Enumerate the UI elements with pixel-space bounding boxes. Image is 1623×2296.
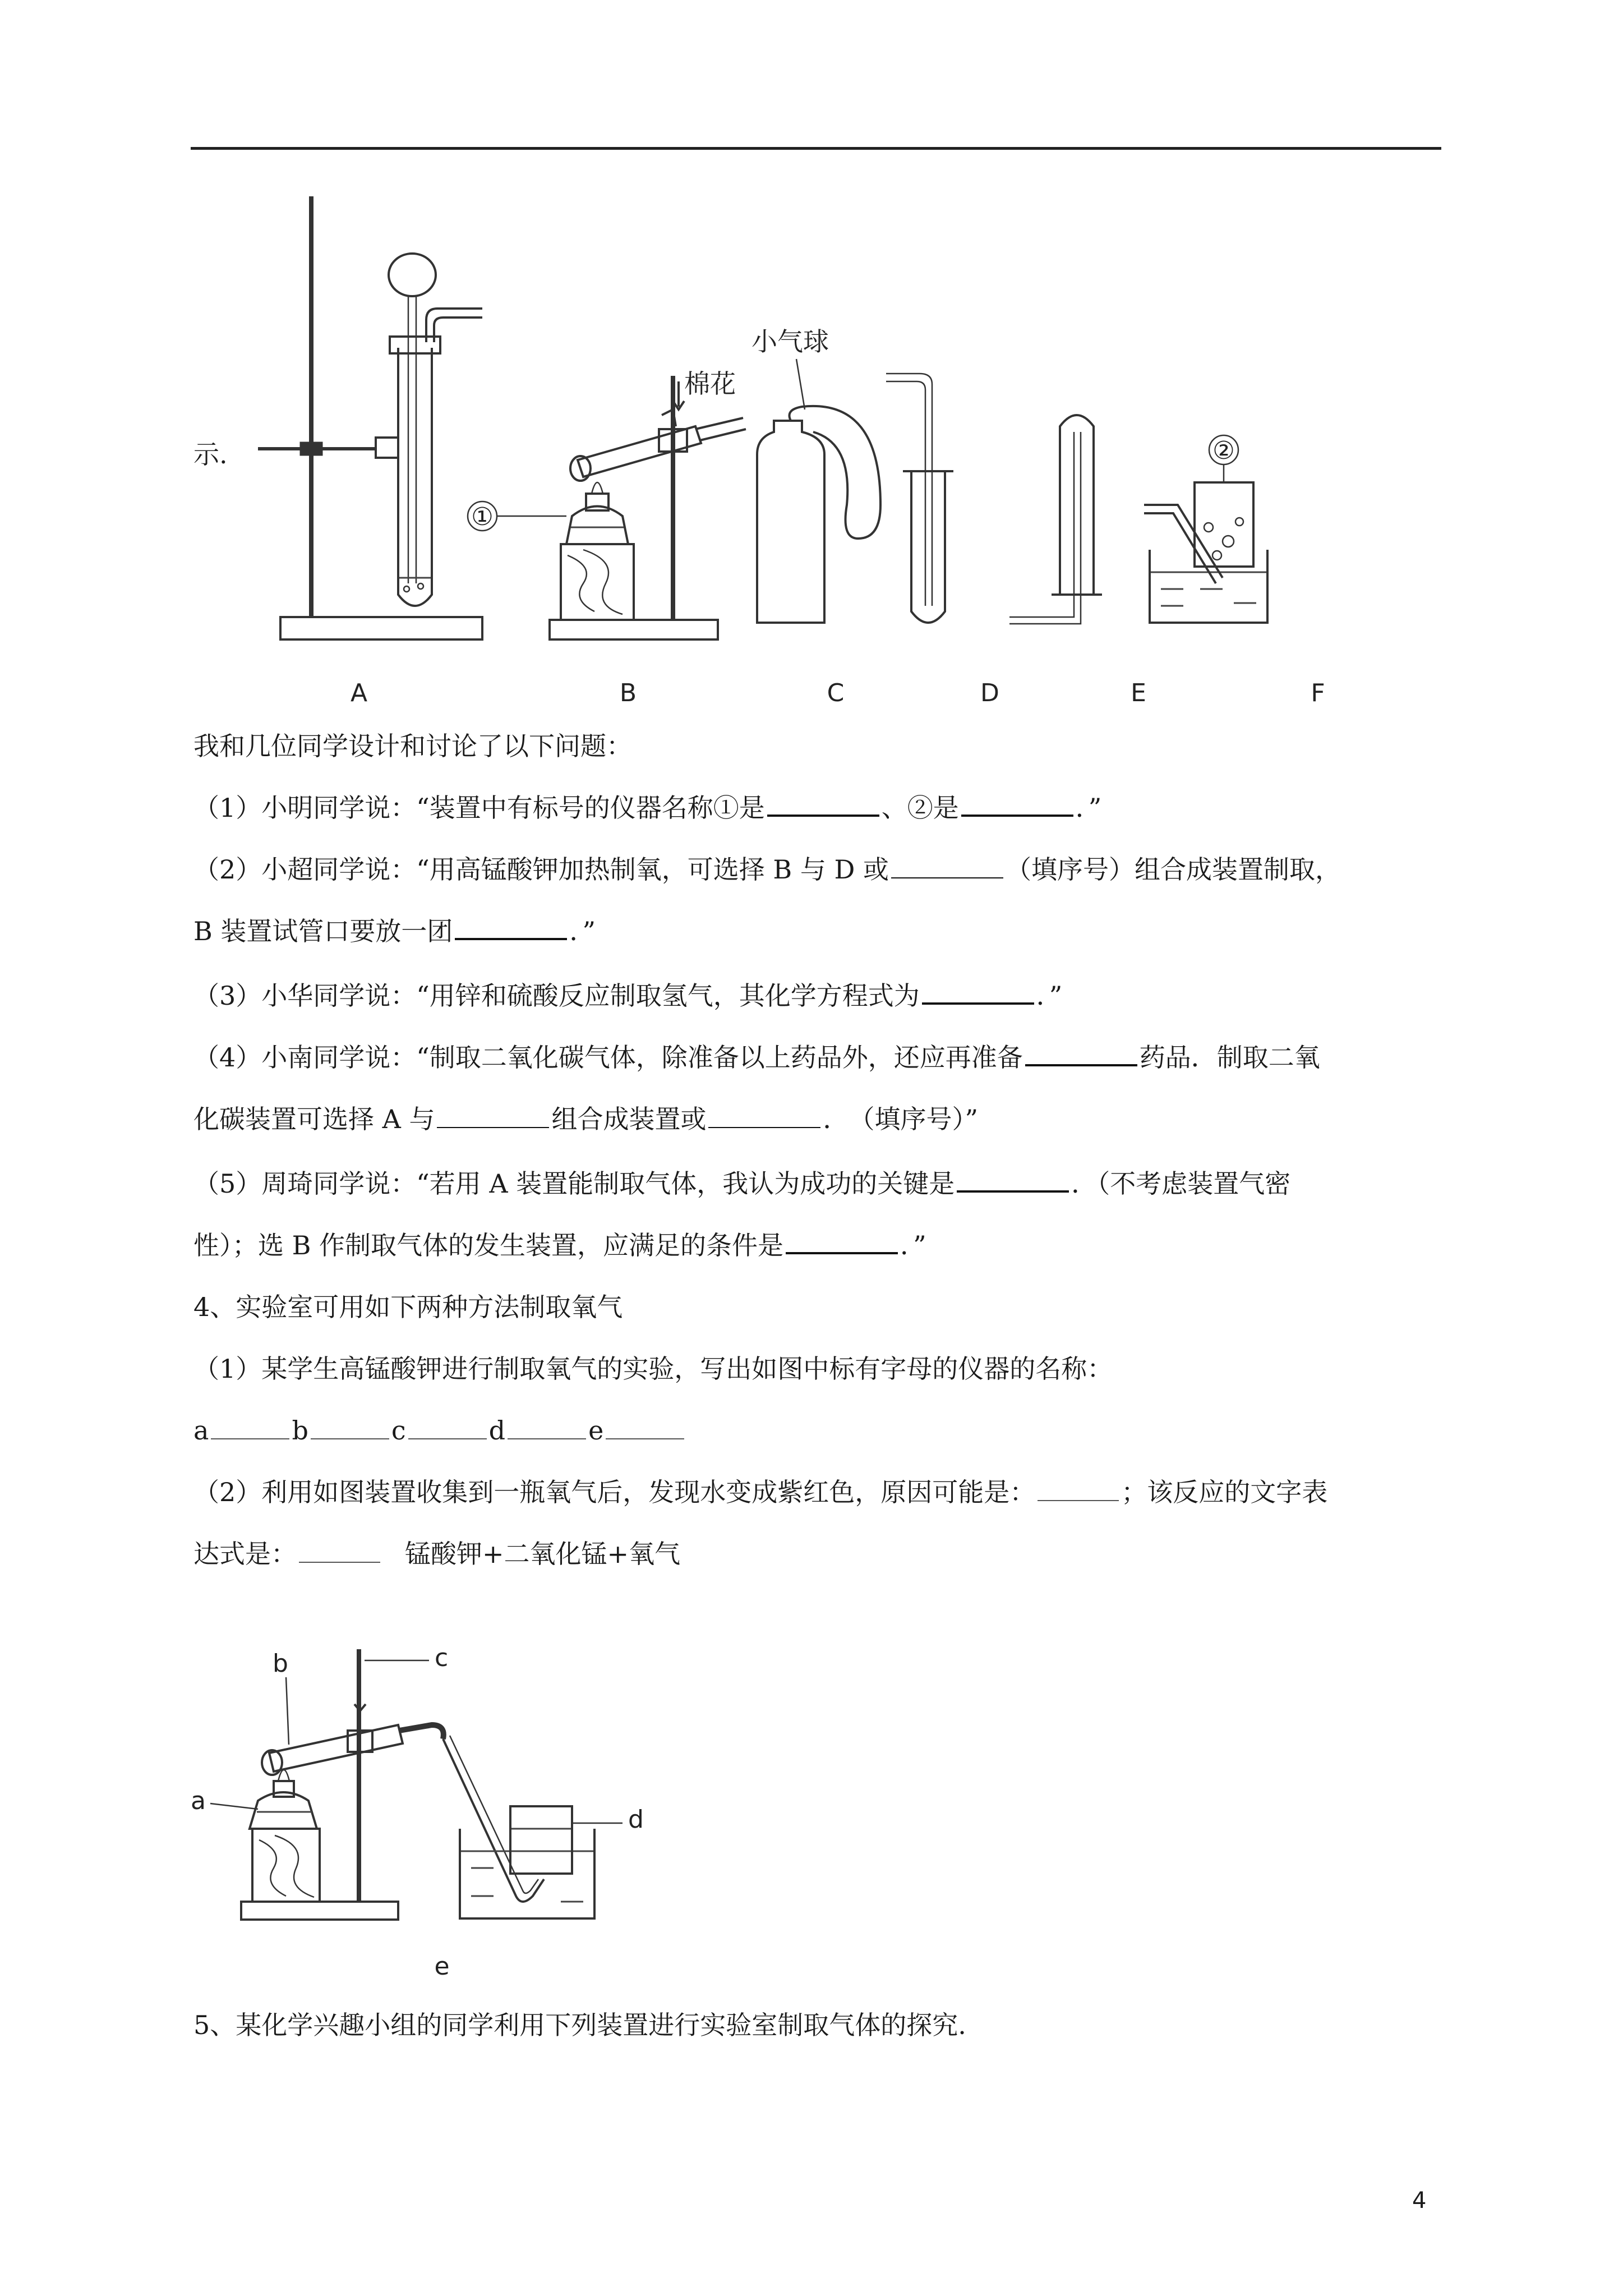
q1-text-c: ．” (1075, 793, 1102, 823)
q3-line (193, 979, 1450, 1013)
marker-1-label: ① (471, 503, 494, 531)
q4-text-b: 药品．制取二氧 (1139, 1042, 1320, 1073)
q1-text-b: 、②是 (881, 793, 959, 823)
q3-blank[interactable] (922, 980, 1034, 1005)
q5-text-a: （5）周琦同学说：“若用 A 装置能制取气体，我认为成功的关键是 (193, 1168, 955, 1199)
s4-q2-line-1 (193, 1475, 1450, 1509)
s4-q2-line-2 (193, 1537, 1450, 1571)
page-number: 4 (1412, 2188, 1427, 2214)
label-d: D (980, 679, 999, 707)
section-5-title: 5、某化学兴趣小组的同学利用下列装置进行实验室制取气体的探究. (193, 2010, 966, 2040)
q1-line (193, 791, 1450, 825)
q2-line-1 (193, 853, 1450, 886)
q5-text-b: ．（不考虑装置气密 (1071, 1168, 1291, 1199)
q4-text-d: 组合成装置或 (551, 1104, 707, 1134)
label-a: A (350, 679, 368, 707)
label-f: F (1311, 679, 1325, 707)
cotton-label: 棉花 (684, 369, 736, 399)
apparatus-a-stand-test-tube (258, 196, 482, 639)
q3-text-b: ．” (1036, 981, 1063, 1011)
q1-text-a: （1）小明同学说：“装置中有标号的仪器名称①是 (193, 793, 765, 823)
q4-text-e: ． （填序号）” (823, 1104, 978, 1134)
apparatus-figure-2 (179, 1616, 707, 1986)
s4-q2-blank-1[interactable] (1038, 1478, 1119, 1501)
s4-q2-text-b: ；该反应的文字表 (1121, 1477, 1328, 1507)
q4-blank-2[interactable] (437, 1105, 549, 1128)
blank-c[interactable] (408, 1416, 487, 1439)
q5-text-d: ．” (900, 1230, 926, 1260)
blank-d[interactable] (508, 1416, 586, 1439)
s4-q2-text-c: 达式是： (193, 1539, 297, 1569)
apparatus-d-tube-collection (886, 374, 953, 623)
q4-line-2 (193, 1102, 1450, 1136)
blank-b[interactable] (311, 1416, 389, 1439)
intro-line: 我和几位同学设计和讨论了以下问题： (193, 731, 632, 761)
q5-line-1 (193, 1167, 1450, 1200)
q4-text-a: （4）小南同学说：“制取二氧化碳气体，除准备以上药品外，还应再准备 (193, 1042, 1023, 1073)
q2-line-2 (193, 914, 1450, 948)
q3-text-a: （3）小华同学说：“用锌和硫酸反应制取氢气，其化学方程式为 (193, 981, 920, 1011)
q2-text-b: （填序号）组合成装置制取， (1005, 854, 1341, 885)
section-4-title: 4、实验室可用如下两种方法制取氧气 (193, 1292, 623, 1322)
label-a-lower: a (191, 1787, 206, 1815)
label-c: C (827, 679, 845, 707)
blank-a[interactable] (211, 1416, 289, 1439)
q5-text-c: 性）；选 B 作制取气体的发生装置，应满足的条件是 (193, 1230, 784, 1260)
balloon-label: 小气球 (751, 326, 829, 357)
q5-line-2 (193, 1228, 1450, 1262)
q2-text-a: （2）小超同学说：“用高锰酸钾加热制氧，可选择 B 与 D 或 (193, 854, 889, 885)
q1-blank-2[interactable] (961, 792, 1073, 817)
letter-b: b (292, 1415, 308, 1446)
letter-c: c (391, 1415, 406, 1446)
s4-letters-line (193, 1414, 1450, 1447)
q2-text-c: B 装置试管口要放一团 (193, 916, 453, 946)
label-e-lower: e (434, 1952, 450, 1981)
letter-d: d (488, 1415, 506, 1446)
apparatus-b-heating-setup (468, 369, 746, 639)
q4-blank-3[interactable] (708, 1105, 820, 1128)
letter-a: a (193, 1415, 209, 1446)
label-e: E (1131, 679, 1146, 707)
apparatus-c-bottle-balloon (751, 326, 880, 623)
q5-blank-1[interactable] (957, 1168, 1069, 1193)
marker-2-label: ② (1212, 436, 1235, 465)
q2-blank-1[interactable] (891, 855, 1003, 878)
s4-q2-text-d: 锰酸钾+二氧化锰+氧气 (405, 1539, 681, 1569)
q2-text-d: ．” (569, 916, 596, 946)
label-b-lower: b (273, 1649, 288, 1678)
q4-text-c: 化碳装置可选择 A 与 (193, 1104, 435, 1134)
q4-blank-1[interactable] (1025, 1042, 1137, 1066)
s4-q2-blank-2[interactable] (299, 1539, 380, 1563)
blank-e[interactable] (606, 1416, 684, 1439)
header-rule (191, 147, 1441, 150)
q4-line-1 (193, 1041, 1450, 1074)
letter-e: e (588, 1415, 604, 1446)
q5-blank-2[interactable] (786, 1230, 898, 1254)
s4-q1-line: （1）某学生高锰酸钾进行制取氧气的实验，写出如图中标有字母的仪器的名称： (193, 1354, 1113, 1384)
s4-q2-text-a: （2）利用如图装置收集到一瓶氧气后，发现水变成紫红色，原因可能是： (193, 1477, 1036, 1507)
label-d-lower: d (628, 1805, 644, 1834)
label-c-lower: c (435, 1644, 449, 1672)
q2-blank-2[interactable] (455, 915, 567, 940)
label-b: B (619, 679, 637, 707)
fragment-text: 示. (193, 439, 228, 470)
q1-blank-1[interactable] (767, 792, 879, 817)
